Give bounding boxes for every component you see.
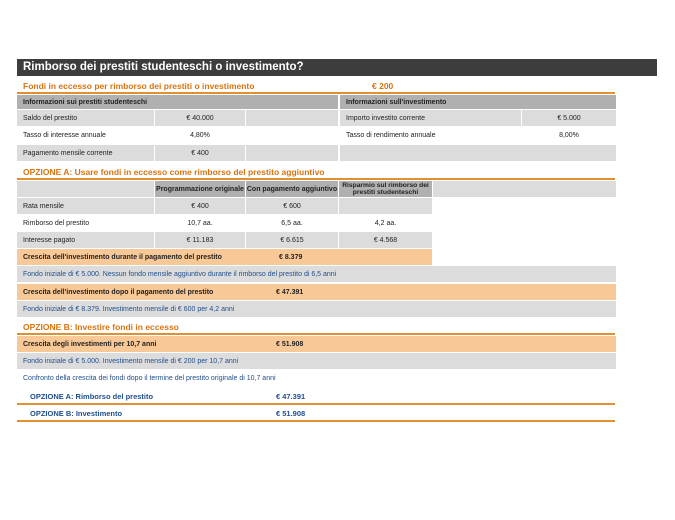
loan-row-value: € 40.000 xyxy=(155,110,245,126)
divider xyxy=(17,403,615,405)
option-b-growth-value: € 51.908 xyxy=(276,340,304,348)
comparison-b-label: OPZIONE B: Investimento xyxy=(30,409,123,418)
option-a-row-label: Interesse pagato xyxy=(17,232,154,248)
option-a-row-label: Rata mensile xyxy=(17,198,154,214)
option-b-growth-label: Crescita degli investimenti per 10,7 anni xyxy=(23,340,157,348)
divider xyxy=(17,92,615,94)
loan-row-label: Pagamento mensile corrente xyxy=(17,145,154,161)
column-header: Programmazione originale xyxy=(155,181,245,197)
divider xyxy=(17,333,615,335)
option-a-extra: 6,5 aa. xyxy=(281,219,303,227)
note-after: Fondo iniziale di € 8.379. Investimento mensile di € 600 per 4,2 anni xyxy=(17,301,616,317)
growth-during-label: Crescita dell'investimento durante il pagamento del prestito xyxy=(23,253,222,261)
option-a-orig: € 11.183 xyxy=(155,232,245,248)
invest-row-label: Tasso di rendimento annuale xyxy=(346,131,436,139)
divider xyxy=(17,178,615,180)
loan-row-label: Saldo del prestito xyxy=(17,110,154,126)
loan-row-value: € 400 xyxy=(155,145,245,161)
column-header: Con pagamento aggiuntivo xyxy=(246,181,338,197)
option-b-heading: OPZIONE B: Investire fondi in eccesso xyxy=(23,322,179,332)
growth-after-value: € 47.391 xyxy=(276,288,304,296)
invest-row-value: 8,00% xyxy=(559,131,579,139)
comparison-a-value: € 47.391 xyxy=(276,392,306,401)
option-a-heading: OPZIONE A: Usare fondi in eccesso come rimborso del prestito aggiuntivo xyxy=(23,167,325,177)
page-title: Rimborso dei prestiti studenteschi o investimento? xyxy=(23,61,304,73)
option-a-saving: 4,2 aa. xyxy=(374,219,397,227)
column-header: Risparmio sul rimborso dei prestiti studenteschi xyxy=(339,181,432,197)
loan-row-label: Tasso di interesse annuale xyxy=(23,131,106,139)
growth-after-label: Crescita dell'investimento dopo il pagamento del prestito xyxy=(23,288,214,296)
option-a-header-spacer xyxy=(433,181,616,197)
invest-row-spacer xyxy=(340,145,616,161)
note-during: Fondo iniziale di € 5.000. Nessun fondo mensile aggiuntivo durante il rimborso del prestito di 6,5 anni xyxy=(17,266,616,282)
loan-row-spacer xyxy=(246,110,338,126)
divider xyxy=(17,420,615,422)
option-a-extra: € 600 xyxy=(246,198,338,214)
option-a-saving xyxy=(339,198,432,214)
option-a-extra: € 6.615 xyxy=(246,232,338,248)
growth-during-value: € 8.379 xyxy=(279,249,339,265)
option-a-header-blank xyxy=(17,181,154,197)
option-b-note: Fondo iniziale di € 5.000. Investimento mensile di € 200 per 10,7 anni xyxy=(17,353,616,369)
excess-value: € 200 xyxy=(372,81,394,91)
invest-info-header: Informazioni sull'investimento xyxy=(340,95,616,109)
comparison-caption: Confronto della crescita dei fondi dopo il termine del prestito originale di 10,7 anni xyxy=(23,375,276,382)
invest-row-label: Importo investito corrente xyxy=(340,110,521,126)
excess-label: Fondi in eccesso per rimborso dei prestiti o investimento xyxy=(23,81,255,91)
loan-row-value: 4,80% xyxy=(190,131,210,139)
loan-row-spacer xyxy=(246,145,338,161)
option-a-row-label: Rimborso del prestito xyxy=(23,219,90,227)
loan-info-header: Informazioni sui prestiti studenteschi xyxy=(17,95,338,109)
option-a-orig: € 400 xyxy=(155,198,245,214)
comparison-b-value: € 51.908 xyxy=(276,409,306,418)
option-a-saving: € 4.568 xyxy=(339,232,432,248)
comparison-a-label: OPZIONE A: Rimborso del prestito xyxy=(30,392,154,401)
option-a-orig: 10,7 aa. xyxy=(187,219,213,227)
growth-during-row xyxy=(17,249,432,265)
invest-row-value: € 5.000 xyxy=(522,110,616,126)
